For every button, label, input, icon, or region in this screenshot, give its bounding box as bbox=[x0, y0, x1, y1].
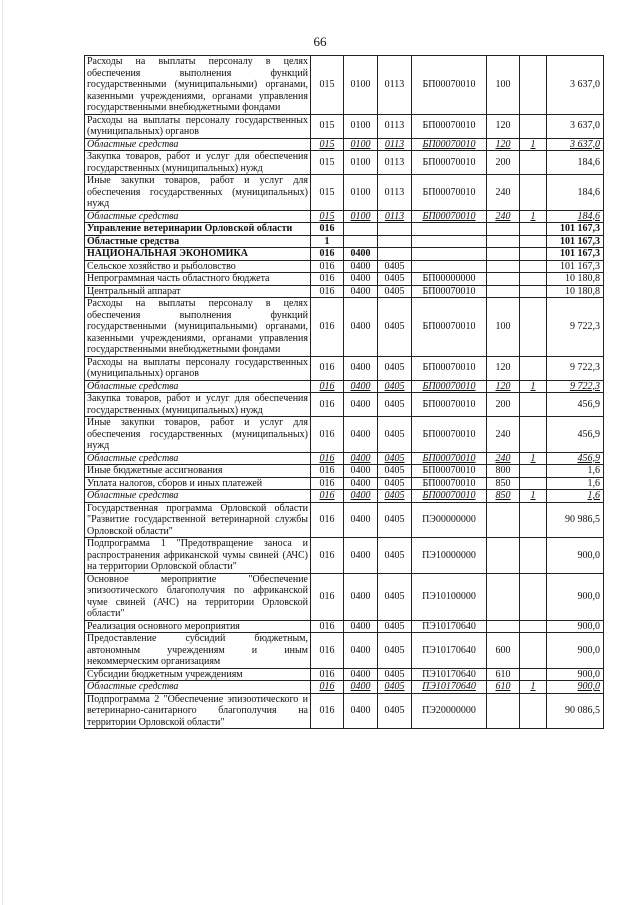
row-target-article: ПЭ10170640 bbox=[412, 620, 487, 633]
table-row bbox=[85, 417, 604, 453]
row-expense-type bbox=[487, 273, 520, 286]
row-amount: 9 722,3 bbox=[547, 298, 604, 357]
row-ved-code: 015 bbox=[311, 175, 344, 211]
row-ved-code: 016 bbox=[311, 260, 344, 273]
row-subsection-code: 0405 bbox=[378, 298, 412, 357]
row-subsection-code: 0405 bbox=[378, 633, 412, 669]
row-section-code: 0400 bbox=[344, 452, 378, 465]
row-target-article: БП00070010 bbox=[412, 210, 487, 223]
row-funding-source: 1 bbox=[520, 210, 547, 223]
row-ved-code: 016 bbox=[311, 620, 344, 633]
row-funding-source bbox=[520, 477, 547, 490]
row-section-code: 0400 bbox=[344, 681, 378, 694]
row-expense-type bbox=[487, 573, 520, 620]
row-section-code: 0400 bbox=[344, 490, 378, 503]
row-target-article: ПЭ10100000 bbox=[412, 573, 487, 620]
row-section-code: 0400 bbox=[344, 298, 378, 357]
row-subsection-code: 0405 bbox=[378, 393, 412, 417]
row-name: Закупка товаров, работ и услуг для обеспечения государственных (муниципальных) нужд bbox=[85, 393, 311, 417]
row-target-article: БП00070010 bbox=[412, 417, 487, 453]
row-expense-type bbox=[487, 502, 520, 538]
row-subsection-code: 0113 bbox=[378, 175, 412, 211]
row-subsection-code: 0113 bbox=[378, 151, 412, 175]
table-row bbox=[85, 452, 604, 465]
row-section-code: 0400 bbox=[344, 260, 378, 273]
row-amount: 1,6 bbox=[547, 465, 604, 478]
row-name: Иные закупки товаров, работ и услуг для обеспечения государственных (муниципальных) нужд bbox=[85, 417, 311, 453]
table-row bbox=[85, 620, 604, 633]
row-amount: 456,9 bbox=[547, 393, 604, 417]
row-target-article: БП00070010 bbox=[412, 56, 487, 115]
row-ved-code: 016 bbox=[311, 502, 344, 538]
row-ved-code: 016 bbox=[311, 693, 344, 729]
row-name: Иные закупки товаров, работ и услуг для обеспечения государственных (муниципальных) нужд bbox=[85, 175, 311, 211]
row-amount: 900,0 bbox=[547, 633, 604, 669]
row-target-article: ПЭ20000000 bbox=[412, 693, 487, 729]
row-subsection-code: 0405 bbox=[378, 273, 412, 286]
row-target-article: БП00070010 bbox=[412, 477, 487, 490]
row-funding-source bbox=[520, 393, 547, 417]
row-ved-code: 015 bbox=[311, 56, 344, 115]
row-ved-code: 016 bbox=[311, 681, 344, 694]
row-expense-type: 120 bbox=[487, 138, 520, 151]
row-expense-type: 240 bbox=[487, 175, 520, 211]
table-row bbox=[85, 175, 604, 211]
table-row bbox=[85, 285, 604, 298]
row-expense-type: 100 bbox=[487, 298, 520, 357]
row-funding-source bbox=[520, 175, 547, 211]
row-section-code: 0100 bbox=[344, 175, 378, 211]
row-expense-type: 240 bbox=[487, 452, 520, 465]
row-subsection-code: 0405 bbox=[378, 502, 412, 538]
row-name: Областные средства bbox=[85, 380, 311, 393]
scan-edge-line bbox=[2, 0, 3, 905]
row-name: Областные средства bbox=[85, 681, 311, 694]
row-subsection-code: 0405 bbox=[378, 417, 412, 453]
row-subsection-code bbox=[378, 235, 412, 248]
row-section-code: 0100 bbox=[344, 210, 378, 223]
row-section-code: 0400 bbox=[344, 633, 378, 669]
row-amount: 101 167,3 bbox=[547, 248, 604, 261]
row-funding-source bbox=[520, 114, 547, 138]
row-name: Областные средства bbox=[85, 490, 311, 503]
row-target-article: БП00070010 bbox=[412, 490, 487, 503]
row-funding-source: 1 bbox=[520, 452, 547, 465]
row-funding-source: 1 bbox=[520, 380, 547, 393]
row-ved-code: 016 bbox=[311, 285, 344, 298]
row-name: Государственная программа Орловской области "Развитие государственной ветеринарной службы Орловской области" bbox=[85, 502, 311, 538]
row-expense-type: 240 bbox=[487, 417, 520, 453]
row-amount: 3 637,0 bbox=[547, 114, 604, 138]
row-subsection-code: 0405 bbox=[378, 620, 412, 633]
row-funding-source bbox=[520, 668, 547, 681]
row-target-article: БП00000000 bbox=[412, 273, 487, 286]
row-name: Субсидии бюджетным учреждениям bbox=[85, 668, 311, 681]
row-target-article: БП00070010 bbox=[412, 285, 487, 298]
row-target-article bbox=[412, 260, 487, 273]
row-amount: 1,6 bbox=[547, 490, 604, 503]
table-row bbox=[85, 151, 604, 175]
row-name: Областные средства bbox=[85, 210, 311, 223]
row-target-article bbox=[412, 248, 487, 261]
row-target-article bbox=[412, 223, 487, 236]
table-row bbox=[85, 223, 604, 236]
row-subsection-code bbox=[378, 248, 412, 261]
row-expense-type: 850 bbox=[487, 490, 520, 503]
row-subsection-code: 0405 bbox=[378, 490, 412, 503]
row-target-article: БП00070010 bbox=[412, 452, 487, 465]
row-name: Подпрограмма 1 "Предотвращение заноса и распространения африканской чумы свиней (АЧС) на территории Орловской области" bbox=[85, 538, 311, 574]
row-funding-source bbox=[520, 633, 547, 669]
row-section-code: 0400 bbox=[344, 273, 378, 286]
row-subsection-code: 0405 bbox=[378, 380, 412, 393]
row-name: Областные средства bbox=[85, 235, 311, 248]
row-name: Закупка товаров, работ и услуг для обеспечения государственных (муниципальных) нужд bbox=[85, 151, 311, 175]
table-row bbox=[85, 573, 604, 620]
table-row bbox=[85, 538, 604, 574]
row-funding-source bbox=[520, 260, 547, 273]
row-ved-code: 015 bbox=[311, 138, 344, 151]
row-ved-code: 016 bbox=[311, 393, 344, 417]
table-row bbox=[85, 477, 604, 490]
table-row bbox=[85, 210, 604, 223]
row-name: Реализация основного мероприятия bbox=[85, 620, 311, 633]
row-expense-type bbox=[487, 248, 520, 261]
row-name: Предоставление субсидий бюджетным, автономным учреждениям и иным некоммерческим организациям bbox=[85, 633, 311, 669]
table-row bbox=[85, 138, 604, 151]
row-funding-source bbox=[520, 502, 547, 538]
row-subsection-code: 0405 bbox=[378, 668, 412, 681]
row-name: Иные бюджетные ассигнования bbox=[85, 465, 311, 478]
row-ved-code: 016 bbox=[311, 380, 344, 393]
row-section-code: 0100 bbox=[344, 56, 378, 115]
row-name: Непрограммная часть областного бюджета bbox=[85, 273, 311, 286]
row-target-article: ПЭ00000000 bbox=[412, 502, 487, 538]
row-subsection-code: 0405 bbox=[378, 356, 412, 380]
row-expense-type bbox=[487, 223, 520, 236]
row-section-code: 0400 bbox=[344, 417, 378, 453]
row-amount: 456,9 bbox=[547, 417, 604, 453]
row-subsection-code: 0405 bbox=[378, 260, 412, 273]
row-section-code: 0400 bbox=[344, 380, 378, 393]
row-name: НАЦИОНАЛЬНАЯ ЭКОНОМИКА bbox=[85, 248, 311, 261]
row-amount: 101 167,3 bbox=[547, 235, 604, 248]
row-section-code bbox=[344, 235, 378, 248]
row-target-article: БП00070010 bbox=[412, 138, 487, 151]
table-row bbox=[85, 668, 604, 681]
row-name: Уплата налогов, сборов и иных платежей bbox=[85, 477, 311, 490]
row-expense-type bbox=[487, 693, 520, 729]
row-expense-type: 100 bbox=[487, 56, 520, 115]
row-amount: 1,6 bbox=[547, 477, 604, 490]
row-section-code bbox=[344, 223, 378, 236]
row-ved-code: 015 bbox=[311, 210, 344, 223]
row-ved-code: 016 bbox=[311, 633, 344, 669]
row-target-article: БП00070010 bbox=[412, 298, 487, 357]
row-target-article: БП00070010 bbox=[412, 465, 487, 478]
table-row bbox=[85, 465, 604, 478]
row-amount: 184,6 bbox=[547, 210, 604, 223]
row-funding-source bbox=[520, 573, 547, 620]
budget-table bbox=[84, 55, 604, 729]
table-row bbox=[85, 693, 604, 729]
row-section-code: 0400 bbox=[344, 477, 378, 490]
row-expense-type: 200 bbox=[487, 393, 520, 417]
row-target-article: ПЭ10170640 bbox=[412, 668, 487, 681]
row-funding-source bbox=[520, 465, 547, 478]
row-funding-source bbox=[520, 273, 547, 286]
table-row bbox=[85, 633, 604, 669]
row-name: Сельское хозяйство и рыболовство bbox=[85, 260, 311, 273]
row-section-code: 0100 bbox=[344, 151, 378, 175]
row-subsection-code: 0113 bbox=[378, 56, 412, 115]
row-name: Расходы на выплаты персоналу в целях обеспечения выполнения функций государственными (муниципальными) органами, казенными учреждениями, органами управления государственными внебюджетными фондами bbox=[85, 298, 311, 357]
row-name: Областные средства bbox=[85, 452, 311, 465]
row-funding-source bbox=[520, 223, 547, 236]
row-section-code: 0400 bbox=[344, 620, 378, 633]
row-target-article: БП00070010 bbox=[412, 356, 487, 380]
table-row bbox=[85, 393, 604, 417]
row-name: Расходы на выплаты персоналу государственных (муниципальных) органов bbox=[85, 356, 311, 380]
row-amount: 900,0 bbox=[547, 620, 604, 633]
table-row bbox=[85, 298, 604, 357]
row-subsection-code: 0405 bbox=[378, 465, 412, 478]
row-target-article: ПЭ10170640 bbox=[412, 681, 487, 694]
row-subsection-code: 0405 bbox=[378, 693, 412, 729]
row-target-article: БП00070010 bbox=[412, 380, 487, 393]
row-ved-code: 015 bbox=[311, 151, 344, 175]
row-funding-source bbox=[520, 538, 547, 574]
table-row bbox=[85, 273, 604, 286]
row-target-article: БП00070010 bbox=[412, 114, 487, 138]
row-expense-type: 240 bbox=[487, 210, 520, 223]
row-funding-source bbox=[520, 356, 547, 380]
row-section-code: 0400 bbox=[344, 393, 378, 417]
table-row bbox=[85, 380, 604, 393]
row-subsection-code: 0405 bbox=[378, 538, 412, 574]
row-ved-code: 016 bbox=[311, 356, 344, 380]
row-subsection-code: 0405 bbox=[378, 573, 412, 620]
row-section-code: 0400 bbox=[344, 502, 378, 538]
row-funding-source: 1 bbox=[520, 681, 547, 694]
row-target-article: БП00070010 bbox=[412, 175, 487, 211]
row-ved-code: 016 bbox=[311, 573, 344, 620]
row-amount: 90 086,5 bbox=[547, 693, 604, 729]
page-number: 66 bbox=[313, 34, 327, 49]
row-funding-source bbox=[520, 693, 547, 729]
table-row bbox=[85, 490, 604, 503]
row-subsection-code: 0113 bbox=[378, 114, 412, 138]
row-amount: 10 180,8 bbox=[547, 285, 604, 298]
row-subsection-code: 0405 bbox=[378, 477, 412, 490]
row-ved-code: 016 bbox=[311, 668, 344, 681]
row-expense-type bbox=[487, 538, 520, 574]
row-ved-code: 016 bbox=[311, 465, 344, 478]
row-ved-code: 016 bbox=[311, 248, 344, 261]
row-target-article: БП00070010 bbox=[412, 151, 487, 175]
row-funding-source: 1 bbox=[520, 490, 547, 503]
row-section-code: 0100 bbox=[344, 114, 378, 138]
row-subsection-code: 0113 bbox=[378, 210, 412, 223]
row-target-article: ПЭ10170640 bbox=[412, 633, 487, 669]
row-name: Управление ветеринарии Орловской области bbox=[85, 223, 311, 236]
row-expense-type: 120 bbox=[487, 356, 520, 380]
row-name: Областные средства bbox=[85, 138, 311, 151]
row-subsection-code: 0113 bbox=[378, 138, 412, 151]
row-funding-source bbox=[520, 620, 547, 633]
row-subsection-code bbox=[378, 223, 412, 236]
table-row bbox=[85, 56, 604, 115]
row-section-code: 0400 bbox=[344, 538, 378, 574]
row-name: Центральный аппарат bbox=[85, 285, 311, 298]
row-amount: 10 180,8 bbox=[547, 273, 604, 286]
row-funding-source bbox=[520, 151, 547, 175]
row-amount: 90 986,5 bbox=[547, 502, 604, 538]
row-funding-source bbox=[520, 417, 547, 453]
row-amount: 101 167,3 bbox=[547, 260, 604, 273]
table-row bbox=[85, 356, 604, 380]
row-name: Основное мероприятие "Обеспечение эпизоотического благополучия по африканской чуме свиней (АЧС) на территории Орловской области" bbox=[85, 573, 311, 620]
table-row bbox=[85, 114, 604, 138]
row-section-code: 0400 bbox=[344, 668, 378, 681]
row-amount: 900,0 bbox=[547, 538, 604, 574]
row-target-article bbox=[412, 235, 487, 248]
row-amount: 3 637,0 bbox=[547, 138, 604, 151]
row-expense-type: 120 bbox=[487, 380, 520, 393]
row-expense-type: 600 bbox=[487, 633, 520, 669]
row-target-article: БП00070010 bbox=[412, 393, 487, 417]
row-ved-code: 016 bbox=[311, 298, 344, 357]
row-name: Подпрограмма 2 "Обеспечение эпизоотического и ветеринарно-санитарного благополучия на территории Орловской области" bbox=[85, 693, 311, 729]
row-ved-code: 016 bbox=[311, 273, 344, 286]
row-expense-type: 610 bbox=[487, 668, 520, 681]
row-subsection-code: 0405 bbox=[378, 681, 412, 694]
row-amount: 900,0 bbox=[547, 668, 604, 681]
row-name: Расходы на выплаты персоналу государственных (муниципальных) органов bbox=[85, 114, 311, 138]
row-expense-type: 610 bbox=[487, 681, 520, 694]
row-target-article: ПЭ10000000 bbox=[412, 538, 487, 574]
row-expense-type bbox=[487, 235, 520, 248]
row-ved-code: 016 bbox=[311, 477, 344, 490]
row-amount: 900,0 bbox=[547, 573, 604, 620]
table-row bbox=[85, 260, 604, 273]
row-amount: 900,0 bbox=[547, 681, 604, 694]
row-amount: 184,6 bbox=[547, 151, 604, 175]
row-amount: 101 167,3 bbox=[547, 223, 604, 236]
row-expense-type: 850 bbox=[487, 477, 520, 490]
budget-table-body bbox=[85, 56, 604, 729]
row-funding-source bbox=[520, 248, 547, 261]
row-section-code: 0400 bbox=[344, 465, 378, 478]
row-amount: 9 722,3 bbox=[547, 380, 604, 393]
row-expense-type: 120 bbox=[487, 114, 520, 138]
row-section-code: 0400 bbox=[344, 248, 378, 261]
row-section-code: 0400 bbox=[344, 356, 378, 380]
row-expense-type bbox=[487, 620, 520, 633]
row-funding-source bbox=[520, 56, 547, 115]
row-subsection-code: 0405 bbox=[378, 452, 412, 465]
row-ved-code: 015 bbox=[311, 114, 344, 138]
row-ved-code: 016 bbox=[311, 452, 344, 465]
table-row bbox=[85, 235, 604, 248]
row-expense-type: 800 bbox=[487, 465, 520, 478]
row-funding-source: 1 bbox=[520, 138, 547, 151]
table-row bbox=[85, 248, 604, 261]
row-name: Расходы на выплаты персоналу в целях обеспечения выполнения функций государственными (муниципальными) органами, казенными учреждениями, органами управления государственными внебюджетными фондами bbox=[85, 56, 311, 115]
table-row bbox=[85, 681, 604, 694]
row-funding-source bbox=[520, 285, 547, 298]
row-amount: 456,9 bbox=[547, 452, 604, 465]
row-ved-code: 016 bbox=[311, 223, 344, 236]
row-ved-code: 016 bbox=[311, 490, 344, 503]
row-section-code: 0100 bbox=[344, 138, 378, 151]
row-ved-code: 016 bbox=[311, 538, 344, 574]
row-subsection-code: 0405 bbox=[378, 285, 412, 298]
row-section-code: 0400 bbox=[344, 573, 378, 620]
row-section-code: 0400 bbox=[344, 693, 378, 729]
row-expense-type: 200 bbox=[487, 151, 520, 175]
row-expense-type bbox=[487, 260, 520, 273]
row-amount: 3 637,0 bbox=[547, 56, 604, 115]
row-ved-code: 016 bbox=[311, 417, 344, 453]
row-funding-source bbox=[520, 298, 547, 357]
row-amount: 9 722,3 bbox=[547, 356, 604, 380]
table-row bbox=[85, 502, 604, 538]
row-section-code: 0400 bbox=[344, 285, 378, 298]
row-expense-type bbox=[487, 285, 520, 298]
row-ved-code: 1 bbox=[311, 235, 344, 248]
row-amount: 184,6 bbox=[547, 175, 604, 211]
row-funding-source bbox=[520, 235, 547, 248]
